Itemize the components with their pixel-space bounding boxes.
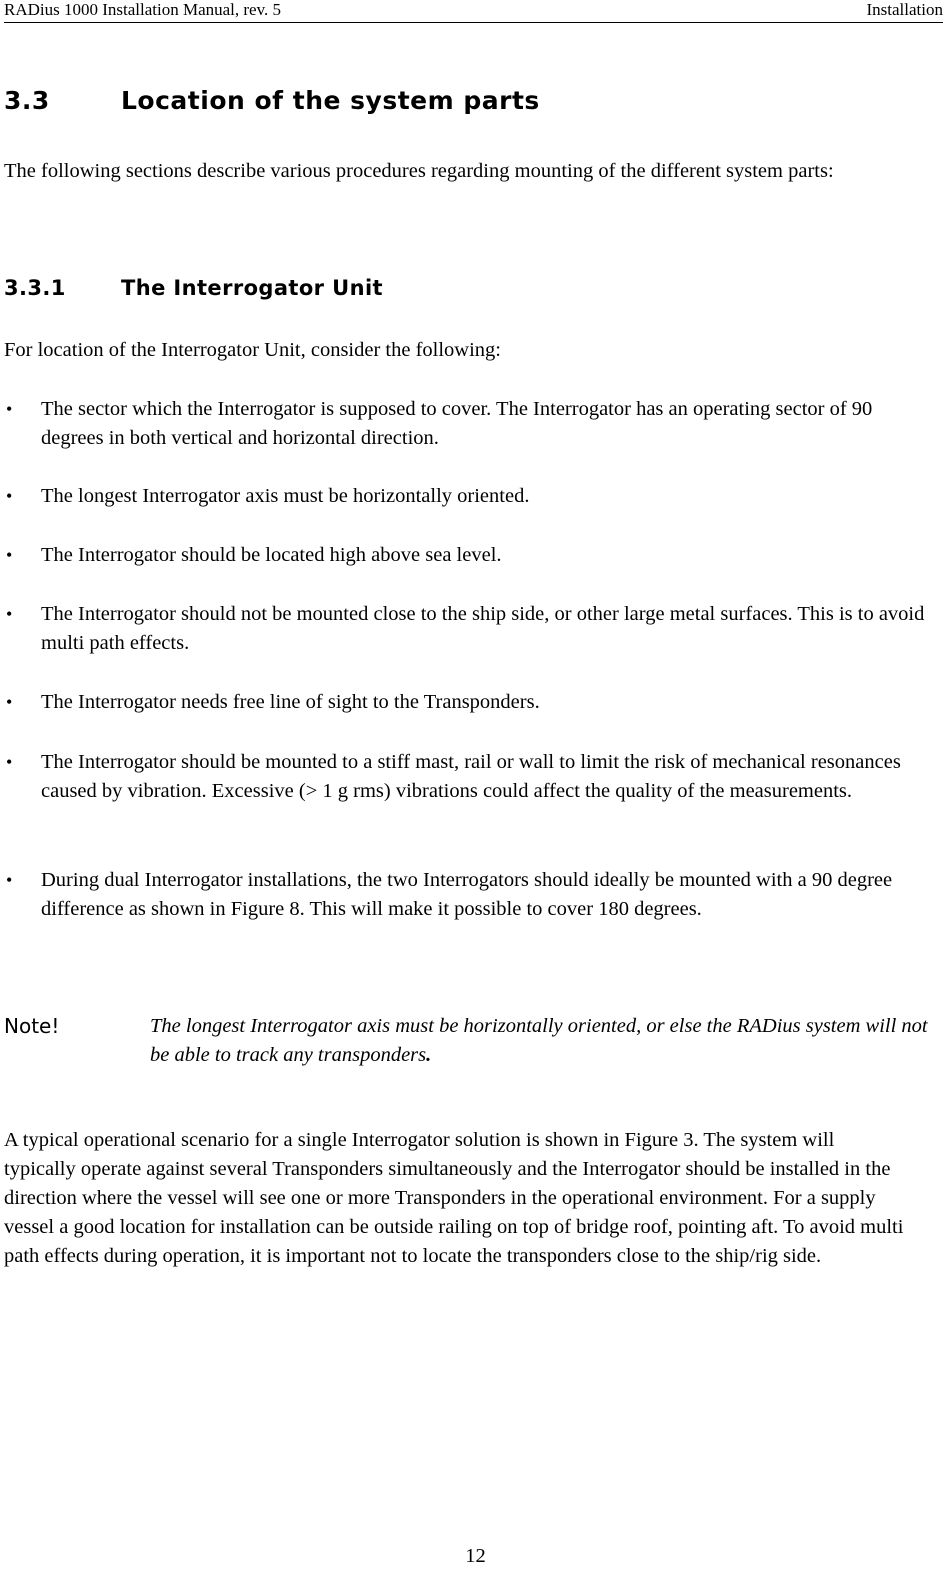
list-item-text: The sector which the Interrogator is supposed to cover. The Interrogator has an operating sector of 90 degrees in both vertical and horizontal direction. [41, 398, 873, 449]
page-header [4, 0, 943, 23]
list-item-text: The Interrogator should not be mounted close to the ship side, or other large metal surfaces. This is to avoid multi path effects. [41, 603, 925, 654]
bullet-icon: • [6, 870, 13, 890]
note-text: The longest Interrogator axis must be horizontally oriented, or else the RADius system will not be able to track any transponders [150, 1015, 928, 1066]
list-item-text: During dual Interrogator installations, the two Interrogators should ideally be mounted with a 90 degree difference as shown in Figure 8. This will make it possible to cover 180 degrees. [41, 869, 893, 920]
subsection-intro-paragraph: For location of the Interrogator Unit, consider the following: [4, 339, 502, 361]
section-title: Location of the system parts [121, 86, 540, 115]
note-label: Note! [4, 1014, 60, 1038]
section-number: 3.3 [4, 86, 50, 115]
subsection-title: The Interrogator Unit [121, 276, 383, 300]
subsection-number: 3.3.1 [4, 276, 66, 300]
list-item-text: The longest Interrogator axis must be horizontally oriented. [41, 485, 530, 507]
bullet-icon: • [6, 545, 13, 565]
header-document-title: RADius 1000 Installation Manual, rev. 5 [4, 0, 281, 19]
list-item-text: The Interrogator should be located high above sea level. [41, 544, 502, 566]
bullet-icon: • [6, 692, 13, 712]
note-text-container [150, 1012, 946, 1070]
bullet-icon: • [6, 752, 13, 772]
bullet-icon: • [6, 604, 13, 624]
bullet-icon: • [6, 399, 13, 419]
list-item-text: The Interrogator should be mounted to a stiff mast, rail or wall to limit the risk of mechanical resonances caused by vibration. Excessive (> 1 g rms) vibrations could affect the quality of the measurements. [41, 751, 901, 802]
page-number: 12 [465, 1545, 486, 1567]
note-end-punctuation: . [426, 1044, 432, 1066]
section-intro-paragraph: The following sections describe various procedures regarding mounting of the different system parts: [4, 160, 834, 182]
bullet-icon: • [6, 486, 13, 506]
list-item-text: The Interrogator needs free line of sight to the Transponders. [41, 691, 540, 713]
header-chapter-title: Installation [866, 0, 943, 19]
scenario-paragraph: A typical operational scenario for a single Interrogator solution is shown in Figure 3. The system will typically operate against several Transponders simultaneously and the Interrogator should be installed in the direction where the vessel will see one or more Transponders in the operational environment. For a supply vessel a good location for installation can be outside railing on top of bridge roof, pointing aft. To avoid multi path effects during operation, it is important not to locate the transponders close to the ship/rig side. [4, 1129, 904, 1267]
